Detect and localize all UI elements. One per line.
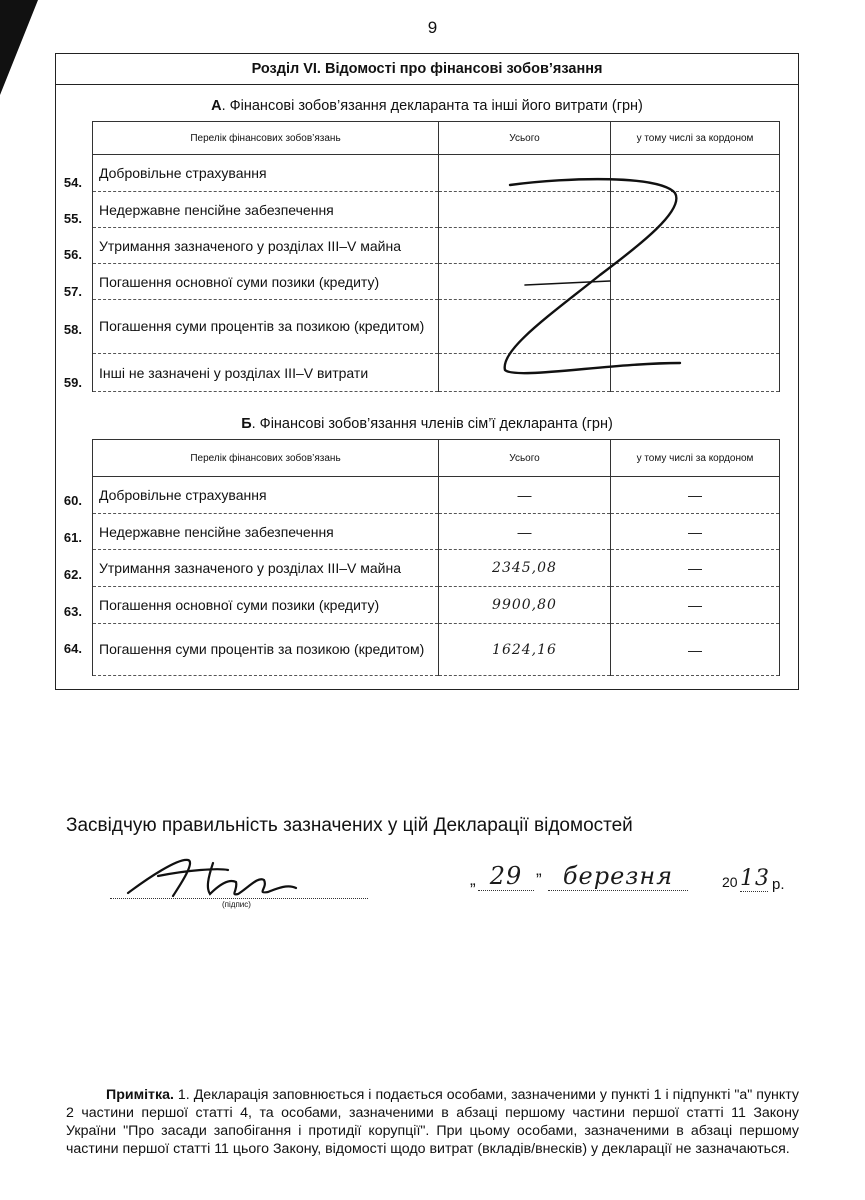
table-row: Добровільне страхування bbox=[93, 155, 780, 192]
signature-line bbox=[110, 898, 368, 899]
part-b-table bbox=[92, 439, 780, 676]
row-number: 62. bbox=[63, 567, 82, 582]
date-quote-open: „ bbox=[470, 870, 476, 889]
part-b-title: Б. Фінансові зобов’язання членів сім’ї декларанта (грн) bbox=[241, 416, 613, 432]
certification-text: Засвідчую правильність зазначених у цій Декларації відомостей bbox=[66, 815, 633, 836]
date-year-prefix: 20 bbox=[722, 874, 738, 890]
table-row: Погашення суми процентів за позикою (кредитом) bbox=[93, 300, 780, 354]
row-number: 64. bbox=[63, 641, 82, 656]
abroad-value: — bbox=[611, 624, 780, 676]
row-number: 54. bbox=[63, 175, 82, 190]
page-number: 9 bbox=[427, 18, 438, 37]
part-a-title: А. Фінансові зобов’язання декларанта та інші його витрати (грн) bbox=[211, 98, 643, 114]
total-value: 2345,08 bbox=[439, 550, 611, 587]
header-abroad: у тому числі за кордоном bbox=[611, 440, 780, 477]
header-list: Перелік фінансових зобов’язань bbox=[93, 440, 439, 477]
table-row: Утримання зазначеного у розділах III–V майна bbox=[93, 228, 780, 264]
row-number: 56. bbox=[63, 247, 82, 262]
total-value: — bbox=[439, 477, 611, 514]
table-row: Інші не зазначені у розділах III–V витрати bbox=[93, 354, 780, 392]
date-day: 29 bbox=[478, 862, 534, 891]
section-title: Розділ VI. Відомості про фінансові зобов’язання bbox=[56, 54, 798, 85]
row-number: 63. bbox=[63, 604, 82, 619]
abroad-value: — bbox=[611, 587, 780, 624]
corner-mark bbox=[0, 0, 60, 100]
date-year-suffix: 13 bbox=[740, 866, 770, 891]
strike-through-mark bbox=[490, 175, 690, 385]
abroad-value: — bbox=[611, 477, 780, 514]
row-number: 60. bbox=[63, 493, 82, 508]
signature-image bbox=[118, 848, 308, 908]
table-row: Недержавне пенсійне забезпечення — — bbox=[93, 514, 780, 550]
header-total: Усього bbox=[439, 122, 611, 155]
table-header-row bbox=[93, 122, 780, 155]
table-row: Погашення основної суми позики (кредиту) 9900,80 — bbox=[93, 587, 780, 624]
abroad-value: — bbox=[611, 550, 780, 587]
row-number: 57. bbox=[63, 284, 82, 299]
table-row: Добровільне страхування — — bbox=[93, 477, 780, 514]
row-number: 61. bbox=[63, 530, 82, 545]
table-row: Погашення суми процентів за позикою (кредитом) 1624,16 — bbox=[93, 624, 780, 676]
total-value: 9900,80 bbox=[439, 587, 611, 624]
row-number: 59. bbox=[63, 375, 82, 390]
table-row: Недержавне пенсійне забезпечення bbox=[93, 192, 780, 228]
header-abroad: у тому числі за кордоном bbox=[611, 122, 780, 155]
total-value: — bbox=[439, 514, 611, 550]
footnote: Примітка. 1. Декларація заповнюється і подається особами, зазначеними у пункті 1 і підпункті "а" пункту 2 частини першої статті 4, та особами, зазначеними в абзаці першому частини першої статті 11 Закону України "Про засади запобігання і протидії корупції". При цьому особами, зазначеними в абзаці першому частини першої статті 11 цього Закону, відомості щодо витрат (вкладів/внесків) у декларації не зазначаються. bbox=[66, 1087, 799, 1157]
total-value: 1624,16 bbox=[439, 624, 611, 676]
table-header-row bbox=[93, 440, 780, 477]
signature-label: (підпис) bbox=[222, 900, 251, 909]
header-total: Усього bbox=[439, 440, 611, 477]
abroad-value: — bbox=[611, 514, 780, 550]
date-quote-close: ” bbox=[536, 870, 542, 889]
date-suffix: р. bbox=[772, 876, 785, 893]
table-row: Погашення основної суми позики (кредиту) bbox=[93, 264, 780, 300]
row-number: 55. bbox=[63, 211, 82, 226]
table-row: Утримання зазначеного у розділах III–V майна 2345,08 — bbox=[93, 550, 780, 587]
header-list: Перелік фінансових зобов’язань bbox=[93, 122, 439, 155]
date-month: березня bbox=[548, 862, 688, 891]
row-number: 58. bbox=[63, 322, 82, 337]
